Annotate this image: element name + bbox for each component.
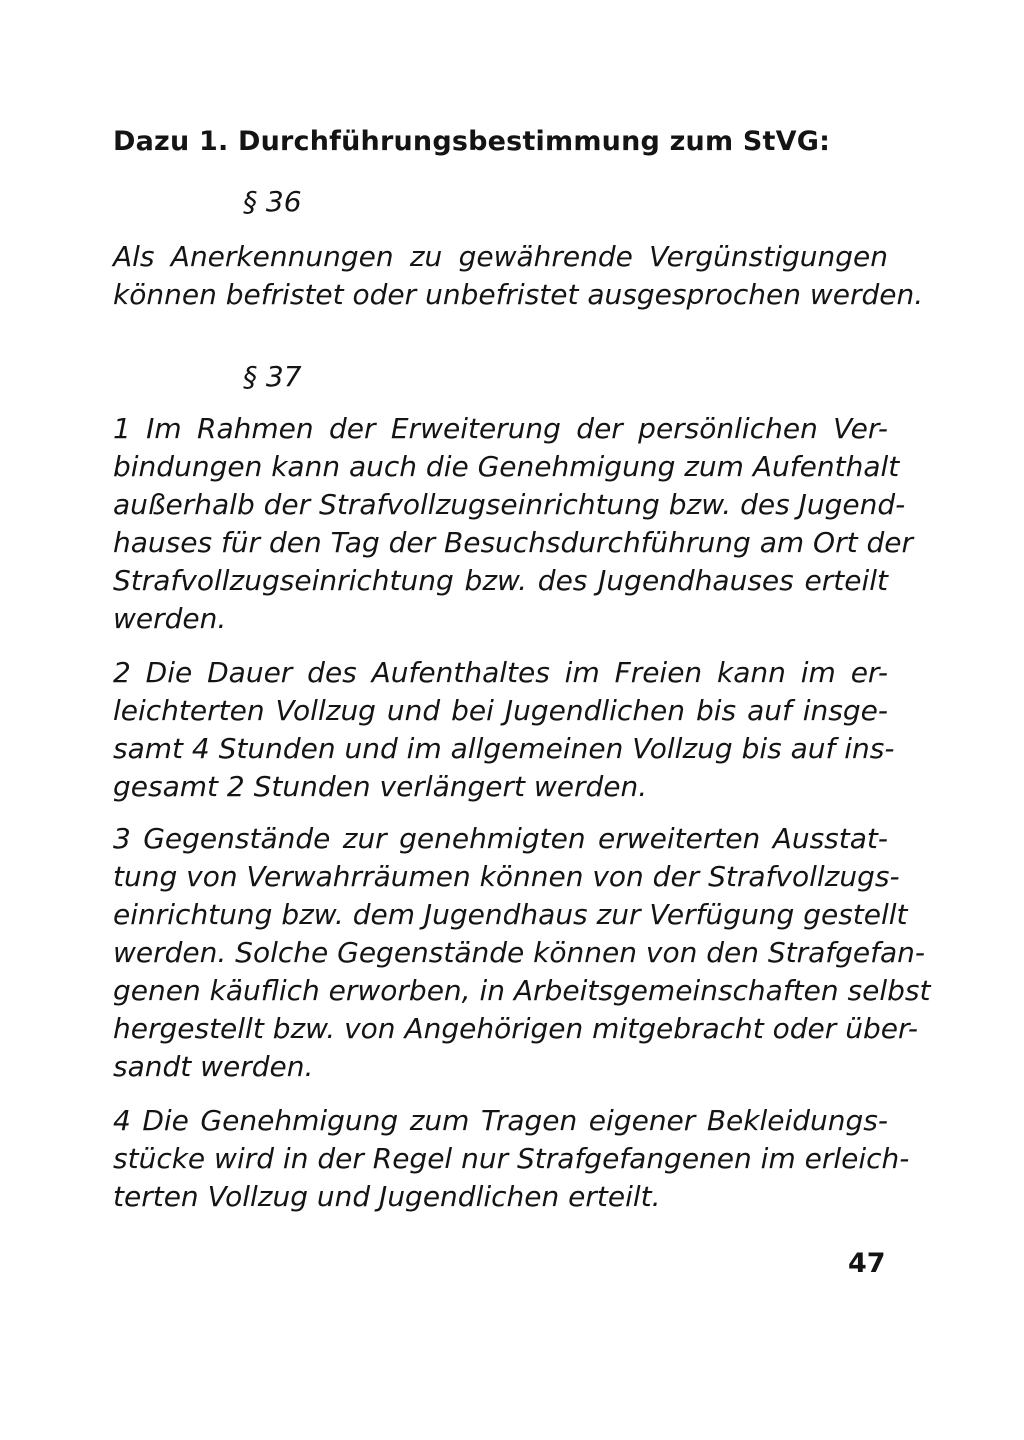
text-line: gesamt 2 Stunden verlängert werden. (113, 770, 648, 803)
text-line: leichterten Vollzug und bei Jugendlichen bis auf insge- (113, 694, 888, 727)
paragraph-3 (113, 820, 931, 1086)
text-line: terten Vollzug und Jugendlichen erteilt. (113, 1180, 661, 1213)
text-line: einrichtung bzw. dem Jugendhaus zur Verfügung gestellt (113, 898, 908, 931)
text-line: hauses für den Tag der Besuchsdurchführung am Ort der (113, 526, 913, 559)
page-number: 47 (848, 1248, 886, 1279)
section-36-text (113, 238, 924, 314)
text-line: tung von Verwahrräumen können von der Strafvollzugs- (113, 860, 900, 893)
text-line: Als Anerkennungen zu gewährende Vergünstigungen (113, 240, 888, 273)
text-line: genen käuflich erworben, in Arbeitsgemeinschaften selbst (113, 974, 931, 1007)
paragraph-2 (113, 654, 895, 806)
paragraph-1 (113, 410, 913, 638)
section-36-mark: § 36 (243, 185, 302, 218)
text-line: 3 Gegenstände zur genehmigten erweiterten Ausstat- (113, 822, 888, 855)
text-line: stücke wird in der Regel nur Strafgefangenen im erleich- (113, 1142, 910, 1175)
text-line: hergestellt bzw. von Angehörigen mitgebracht oder über- (113, 1012, 919, 1045)
paragraph-4 (113, 1102, 910, 1216)
text-line: 4 Die Genehmigung zum Tragen eigener Bekleidungs- (113, 1104, 888, 1137)
text-line: samt 4 Stunden und im allgemeinen Vollzug bis auf ins- (113, 732, 895, 765)
text-line: können befristet oder unbefristet ausgesprochen werden. (113, 278, 924, 311)
text-line: bindungen kann auch die Genehmigung zum Aufenthalt (113, 450, 900, 483)
text-line: werden. Solche Gegenstände können von den Strafgefan- (113, 936, 926, 969)
section-37-mark: § 37 (243, 360, 302, 393)
text-line: Strafvollzugseinrichtung bzw. des Jugendhauses erteilt (113, 564, 888, 597)
text-line: 2 Die Dauer des Aufenthaltes im Freien kann im er- (113, 656, 888, 689)
text-line: werden. (113, 602, 227, 635)
page-heading: Dazu 1. Durchführungsbestimmung zum StVG: (113, 126, 831, 157)
text-line: sandt werden. (113, 1050, 314, 1083)
text-line: 1 Im Rahmen der Erweiterung der persönlichen Ver- (113, 412, 888, 445)
text-line: außerhalb der Strafvollzugseinrichtung bzw. des Jugend- (113, 488, 906, 521)
